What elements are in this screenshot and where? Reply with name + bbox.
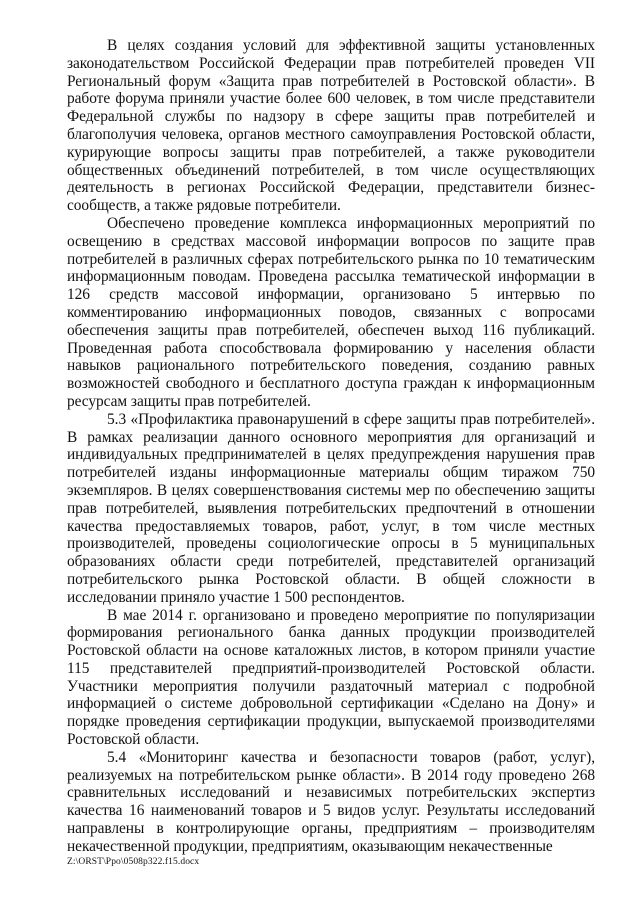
paragraph-section-5-3: 5.3 «Профилактика правонарушений в сфере защиты прав потребителей». В рамках реализации данного основного мероприятия для организаций и индивидуальных предпринимателей в целях предупреждения нарушения прав потребителей изданы информационные материалы общим тиражом 750 экземпляров. В целях совершенствования системы мер по обеспечению защиты прав потребителей, выявления потребительских предпочтений в отношении качества предоставляемых товаров, работ, услуг, в том числе местных производителей, проведены социологические опросы в 5 муниципальных образованиях области среди потребителей, представителей организаций потребительского рынка Ростовской области. В общей сложности в исследовании приняло участие 1 500 респондентов. [67, 410, 595, 606]
footer-file-path: Z:\ORST\Ppo\0508p322.f15.docx [67, 857, 200, 867]
paragraph-section-5-4: 5.4 «Мониторинг качества и безопасности товаров (работ, услуг), реализуемых на потребительском рынке области». В 2014 году проведено 268 сравнительных исследований и независимых потребительских экспертиз качества 16 наименований товаров и 5 видов услуг. Результаты исследований направлены в контролирующие органы, предприятиям – производителям некачественной продукции, предприятиям, оказывающим некачественные [67, 748, 595, 855]
document-body [67, 37, 595, 856]
paragraph-may-2014: В мае 2014 г. организовано и проведено мероприятие по популяризации формирования регионального банка данных продукции производителей Ростовской области на основе каталожных листов, в котором приняли участие 115 представителей предприятий-производителей Ростовской области. Участники мероприятия получили раздаточный материал с подробной информацией о системе добровольной сертификации «Сделано на Дону» и порядке проведения сертификации продукции, выпускаемой производителями Ростовской области. [67, 606, 595, 749]
paragraph-forum: В целях создания условий для эффективной защиты установленных законодательством Российской Федерации прав потребителей проведен VII Региональный форум «Защита прав потребителей в Ростовской области». В работе форума приняли участие более 600 человек, в том числе представители Федеральной службы по надзору в сфере защиты прав потребителей и благополучия человека, органов местного самоуправления Ростовской области, курирующие вопросы защиты прав потребителей, а также руководители общественных объединений потребителей, в том числе осуществляющих деятельность в регионах Российской Федерации, представители бизнес-сообществ, а также рядовые потребители. [67, 37, 595, 215]
paragraph-media-events: Обеспечено проведение комплекса информационных мероприятий по освещению в средствах массовой информации вопросов по защите прав потребителей в различных сферах потребительского рынка по 10 тематическим информационным поводам. Проведена рассылка тематической информации в 126 средств массовой информации, организовано 5 интервью по комментированию информационных поводов, связанных с вопросами обеспечения защиты прав потребителей, обеспечен выход 116 публикаций. Проведенная работа способствовала формированию у населения области навыков рационального потребительского поведения, созданию равных возможностей свободного и бесплатного доступа граждан к информационным ресурсам защиты прав потребителей. [67, 214, 595, 410]
